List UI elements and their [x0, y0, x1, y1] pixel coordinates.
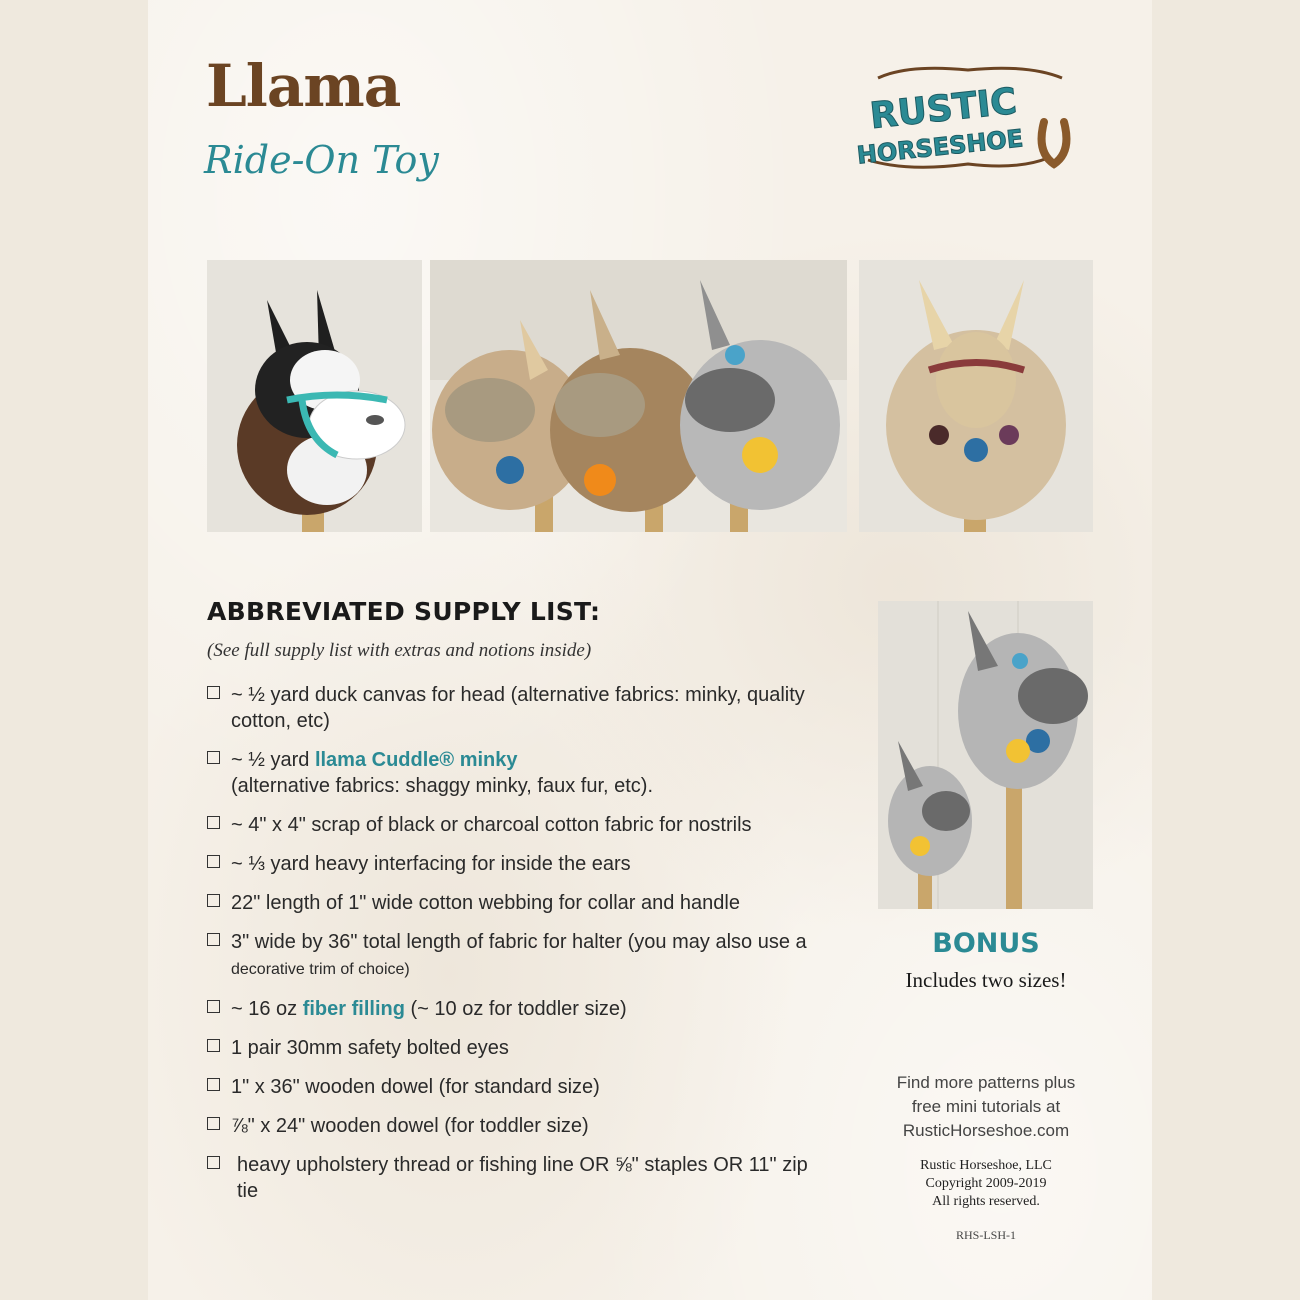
- checkbox[interactable]: [207, 1078, 220, 1091]
- llama-photo-group: [430, 260, 847, 532]
- checkbox[interactable]: [207, 1156, 220, 1169]
- llama-minky-link[interactable]: llama Cuddle® minky: [314, 749, 518, 771]
- checkbox[interactable]: [207, 816, 220, 829]
- llama-photo-tan: [859, 260, 1093, 532]
- supply-item: ~ ⅓ yard heavy interfacing for inside the ears: [207, 851, 827, 877]
- page-subtitle: Ride-On Toy: [204, 138, 439, 182]
- supply-list-note: (See full supply list with extras and notions inside): [207, 640, 592, 661]
- horseshoe-icon: [1042, 122, 1067, 164]
- supply-item: ~ 16 oz fiber filling (~ 10 oz for toddler size): [207, 996, 827, 1022]
- bonus-subtitle: Includes two sizes!: [905, 968, 1067, 992]
- fiber-filling-link[interactable]: fiber filling: [302, 998, 405, 1020]
- rustic-horseshoe-logo: [848, 60, 1092, 180]
- supply-item: 1" x 36" wooden dowel (for standard size): [207, 1074, 827, 1100]
- supply-item: ~ ½ yard llama Cuddle® minky (alternative fabrics: shaggy minky, faux fur, etc).: [207, 747, 827, 799]
- page-title: Llama: [206, 52, 401, 120]
- supply-item: ~ ½ yard duck canvas for head (alternative fabrics: minky, quality cotton, etc): [207, 682, 827, 734]
- llama-photo-black-white: [207, 260, 422, 532]
- checkbox[interactable]: [207, 894, 220, 907]
- supply-item: 3" wide by 36" total length of fabric for halter (you may also use a decorative trim of choice): [207, 929, 827, 983]
- checkbox[interactable]: [207, 686, 220, 699]
- supply-list: [207, 682, 827, 1204]
- checkbox[interactable]: [207, 855, 220, 868]
- pattern-code: RHS-LSH-1: [955, 1228, 1016, 1242]
- website-link[interactable]: RusticHorseshoe.com: [902, 1121, 1070, 1140]
- supply-item: ~ 4" x 4" scrap of black or charcoal cotton fabric for nostrils: [207, 812, 827, 838]
- logo-line1: RUSTIC: [868, 80, 1019, 138]
- checkbox[interactable]: [207, 933, 220, 946]
- supply-item: ⅞" x 24" wooden dowel (for toddler size): [207, 1113, 827, 1139]
- checkbox[interactable]: [207, 1039, 220, 1052]
- supply-list-heading: ABBREVIATED SUPPLY LIST:: [207, 597, 601, 626]
- checkbox[interactable]: [207, 1117, 220, 1130]
- checkbox[interactable]: [207, 751, 220, 764]
- checkbox[interactable]: [207, 1000, 220, 1013]
- supply-item: 1 pair 30mm safety bolted eyes: [207, 1035, 827, 1061]
- supply-item: 22" length of 1" wide cotton webbing for collar and handle: [207, 890, 827, 916]
- copyright-notice: Rustic Horseshoe, LLC Copyright 2009-2019 All rights reserved.: [920, 1158, 1052, 1209]
- supply-item: heavy upholstery thread or fishing line OR ⅝" staples OR 11" zip tie: [207, 1152, 827, 1204]
- bonus-title: BONUS: [932, 928, 1040, 959]
- llama-photo-two-sizes: [878, 601, 1093, 909]
- more-patterns-text: Find more patterns plus free mini tutorials at RusticHorseshoe.com: [870, 1071, 1102, 1143]
- logo-line2: HORSESHOE: [855, 124, 1025, 170]
